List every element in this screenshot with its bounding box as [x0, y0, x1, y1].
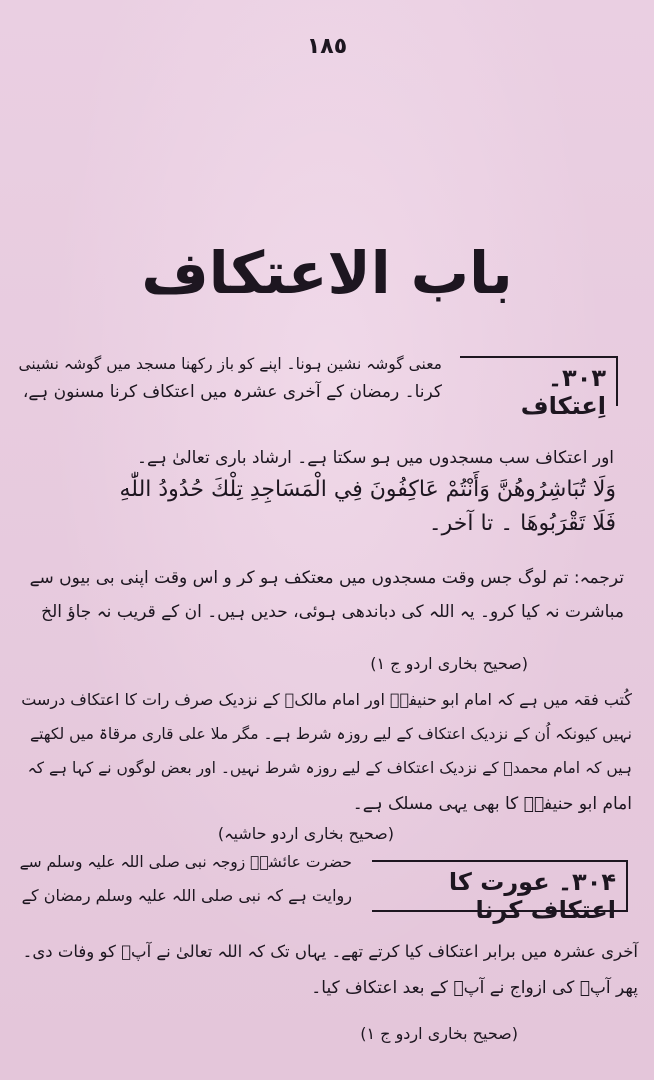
reference-bukhari-hashiya: (صحیح بخاری اردو حاشیہ) — [217, 824, 394, 843]
section-303-line-1: معنی گوشہ نشین ہونا۔ اپنے کو باز رکھنا مسجد میں گوشہ نشینی — [18, 355, 442, 373]
quran-verse-line-2: فَلَا تَقْرَبُوهَا ۔ تا آخر۔ — [428, 511, 616, 536]
reference-bukhari-1: (صحیح بخاری اردو ج ۱) — [370, 654, 528, 673]
section-304-heading: ۳۰۴۔ عورت کا اعتکاف کرنا — [372, 860, 628, 912]
section-304-line-2: روایت ہے کہ نبی صلی اللہ علیہ وسلم رمضان کے — [21, 886, 352, 905]
fiqh-line-3: ہیں کہ امام محمدؒ کے نزدیک اعتکاف کے لیے روزہ شرط نہیں۔ اور بعض لوگوں نے کہا ہے کہ — [27, 759, 632, 777]
fiqh-line-2: نہیں کیونکہ اُن کے نزدیک اعتکاف کے لیے روزہ شرط ہے۔ مگر ملا علی قاری مرقاۃ میں لکھتے — [30, 725, 632, 743]
section-303-line-2: کرنا۔ رمضان کے آخری عشرہ میں اعتکاف کرنا مسنون ہے، — [22, 382, 442, 402]
section-303-heading: ۳۰۳۔ اِعتکاف — [460, 356, 618, 406]
chapter-title: باب الاعتکاف — [141, 239, 513, 307]
fiqh-line-1: کُتب فقہ میں ہے کہ امام ابو حنیفہؒ اور امام مالکؒ کے نزدیک صرف رات کا اعتکاف درست — [21, 690, 632, 709]
reference-bukhari-2: (صحیح بخاری اردو ج ۱) — [360, 1024, 518, 1043]
section-303-line-3: اور اعتکاف سب مسجدوں میں ہو سکتا ہے۔ ارشاد باری تعالیٰ ہے۔ — [136, 448, 614, 468]
quran-verse-line-1: وَلَا تُبَاشِرُوهُنَّ وَأَنْتُمْ عَاكِفُونَ فِي الْمَسَاجِدِ تِلْكَ حُدُودُ اللّٰهِ — [119, 477, 616, 502]
section-304-line-4: پھر آپؐ کی ازواج نے آپؐ کے بعد اعتکاف کیا۔ — [311, 978, 638, 998]
translation-line-1: ترجمہ: تم لوگ جس وقت مسجدوں میں معتکف ہو کر و اس وقت اپنی بی بیوں سے — [29, 568, 624, 588]
section-304-line-1: حضرت عائشہؓ زوجہ نبی صلی اللہ علیہ وسلم سے — [19, 853, 352, 871]
translation-line-2: مباشرت نہ کیا کرو۔ یہ اللہ کی دباندھی ہوئی، حدیں ہیں۔ ان کے قریب نہ جاؤ الخ — [41, 602, 624, 622]
section-304-line-3: آخری عشرہ میں برابر اعتکاف کیا کرتے تھے۔ یہاں تک کہ اللہ تعالیٰ نے آپؐ کو وفات دی۔ — [22, 942, 638, 961]
page-number: ١٨٥ — [306, 34, 348, 59]
fiqh-line-4: امام ابو حنیفہؒ کا بھی یہی مسلک ہے۔ — [352, 794, 632, 814]
